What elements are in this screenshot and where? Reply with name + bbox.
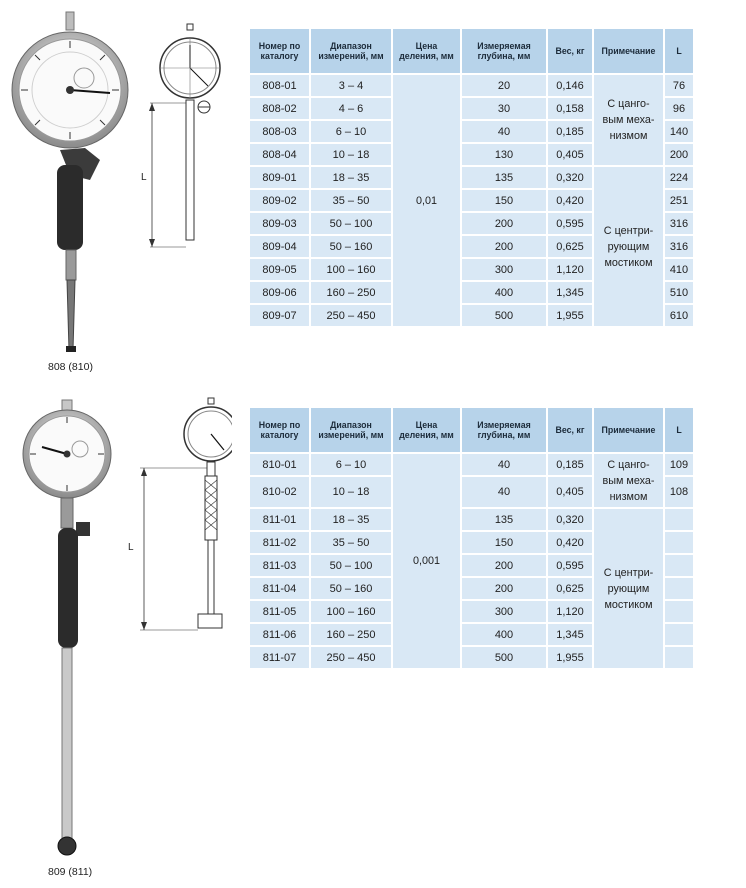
cell-depth: 200 [462,236,546,257]
cell-range: 10 – 18 [311,477,391,507]
cell-catalog-number: 809-06 [250,282,309,303]
header-weight: Вес, кг [548,29,592,73]
cell-division: 0,01 [393,75,460,326]
cell-catalog-number: 808-01 [250,75,309,96]
photo-caption: 809 (811) [48,866,93,878]
cell-l: 224 [665,167,693,188]
cell-weight: 0,320 [548,509,592,530]
cell-depth: 40 [462,121,546,142]
cell-l: 200 [665,144,693,165]
header-l: L [665,29,693,73]
header-catalog-number: Номер по каталогу [250,29,309,73]
spec-table-808 [248,27,695,328]
cell-note: С центри-рующим мостиком [594,167,663,326]
cell-catalog-number: 811-01 [250,509,309,530]
cell-range: 50 – 100 [311,213,391,234]
cell-range: 35 – 50 [311,190,391,211]
table-row [250,75,693,96]
cell-depth: 300 [462,259,546,280]
product-section-808 [0,0,746,380]
cell-l: 510 [665,282,693,303]
cell-range: 100 – 160 [311,601,391,622]
cell-range: 3 – 4 [311,75,391,96]
dimension-drawing-810 [132,392,232,642]
cell-range: 160 – 250 [311,624,391,645]
cell-catalog-number: 809-07 [250,305,309,326]
cell-l [665,555,693,576]
table-row [250,167,693,188]
cell-catalog-number: 811-06 [250,624,309,645]
cell-l [665,647,693,668]
cell-depth: 150 [462,190,546,211]
cell-weight: 0,625 [548,236,592,257]
header-catalog-number: Номер по каталогу [250,408,309,452]
table-row [250,454,693,475]
cell-catalog-number: 811-05 [250,601,309,622]
cell-depth: 200 [462,555,546,576]
cell-depth: 135 [462,509,546,530]
header-note: Примечание [594,29,663,73]
cell-range: 18 – 35 [311,167,391,188]
header-l: L [665,408,693,452]
cell-note: С цанго-вым меха-низмом [594,454,663,507]
cell-catalog-number: 809-05 [250,259,309,280]
bore-gauge-photo-808 [10,0,140,360]
cell-l: 610 [665,305,693,326]
cell-catalog-number: 808-03 [250,121,309,142]
cell-depth: 400 [462,282,546,303]
header-depth: Измеряемая глубина, мм [462,408,546,452]
cell-depth: 40 [462,454,546,475]
cell-l: 109 [665,454,693,475]
cell-catalog-number: 811-02 [250,532,309,553]
cell-depth: 130 [462,144,546,165]
cell-catalog-number: 810-01 [250,454,309,475]
dimension-label-l: L [141,172,147,183]
header-weight: Вес, кг [548,408,592,452]
header-depth: Измеряемая глубина, мм [462,29,546,73]
dimension-drawing-808 [140,20,240,260]
spec-table-810 [248,406,695,670]
cell-weight: 0,420 [548,532,592,553]
cell-weight: 0,185 [548,454,592,475]
cell-note: С центри-рующим мостиком [594,509,663,668]
cell-weight: 0,405 [548,477,592,507]
cell-range: 35 – 50 [311,532,391,553]
cell-catalog-number: 809-02 [250,190,309,211]
cell-l: 316 [665,236,693,257]
bore-gauge-photo-810 [22,392,122,862]
header-division: Цена деления, мм [393,29,460,73]
cell-range: 160 – 250 [311,282,391,303]
photo-caption: 808 (810) [48,361,93,373]
cell-weight: 1,120 [548,601,592,622]
cell-l: 108 [665,477,693,507]
cell-weight: 0,420 [548,190,592,211]
cell-weight: 0,595 [548,555,592,576]
cell-range: 100 – 160 [311,259,391,280]
cell-l: 251 [665,190,693,211]
dimension-label-l: L [128,542,134,553]
cell-range: 6 – 10 [311,121,391,142]
cell-l [665,532,693,553]
cell-depth: 400 [462,624,546,645]
cell-catalog-number: 809-01 [250,167,309,188]
cell-weight: 1,345 [548,624,592,645]
cell-depth: 40 [462,477,546,507]
cell-weight: 1,955 [548,305,592,326]
cell-depth: 500 [462,305,546,326]
cell-depth: 300 [462,601,546,622]
cell-note: С цанго-вым меха-низмом [594,75,663,165]
cell-depth: 150 [462,532,546,553]
cell-weight: 0,185 [548,121,592,142]
cell-l: 76 [665,75,693,96]
cell-weight: 0,405 [548,144,592,165]
cell-weight: 0,625 [548,578,592,599]
cell-catalog-number: 811-03 [250,555,309,576]
cell-division: 0,001 [393,454,460,668]
cell-catalog-number: 808-02 [250,98,309,119]
cell-l [665,578,693,599]
cell-weight: 0,158 [548,98,592,119]
cell-l: 96 [665,98,693,119]
cell-weight: 1,120 [548,259,592,280]
header-range: Диапазон измерений, мм [311,29,391,73]
header-division: Цена деления, мм [393,408,460,452]
cell-depth: 500 [462,647,546,668]
table-header-row [250,29,693,73]
cell-l [665,601,693,622]
cell-catalog-number: 809-03 [250,213,309,234]
cell-depth: 135 [462,167,546,188]
cell-range: 4 – 6 [311,98,391,119]
cell-catalog-number: 810-02 [250,477,309,507]
cell-catalog-number: 809-04 [250,236,309,257]
cell-l: 140 [665,121,693,142]
table-row [250,509,693,530]
cell-l: 316 [665,213,693,234]
cell-weight: 0,320 [548,167,592,188]
table-header-row [250,408,693,452]
header-note: Примечание [594,408,663,452]
cell-weight: 1,955 [548,647,592,668]
cell-range: 250 – 450 [311,647,391,668]
cell-catalog-number: 811-04 [250,578,309,599]
cell-depth: 200 [462,578,546,599]
cell-weight: 0,595 [548,213,592,234]
cell-range: 50 – 160 [311,578,391,599]
cell-catalog-number: 808-04 [250,144,309,165]
cell-depth: 30 [462,98,546,119]
cell-range: 50 – 100 [311,555,391,576]
cell-depth: 200 [462,213,546,234]
cell-l [665,509,693,530]
cell-weight: 0,146 [548,75,592,96]
cell-range: 18 – 35 [311,509,391,530]
cell-catalog-number: 811-07 [250,647,309,668]
cell-range: 50 – 160 [311,236,391,257]
product-section-810 [0,392,746,888]
cell-l: 410 [665,259,693,280]
header-range: Диапазон измерений, мм [311,408,391,452]
cell-range: 10 – 18 [311,144,391,165]
cell-range: 250 – 450 [311,305,391,326]
cell-range: 6 – 10 [311,454,391,475]
cell-l [665,624,693,645]
cell-depth: 20 [462,75,546,96]
cell-weight: 1,345 [548,282,592,303]
